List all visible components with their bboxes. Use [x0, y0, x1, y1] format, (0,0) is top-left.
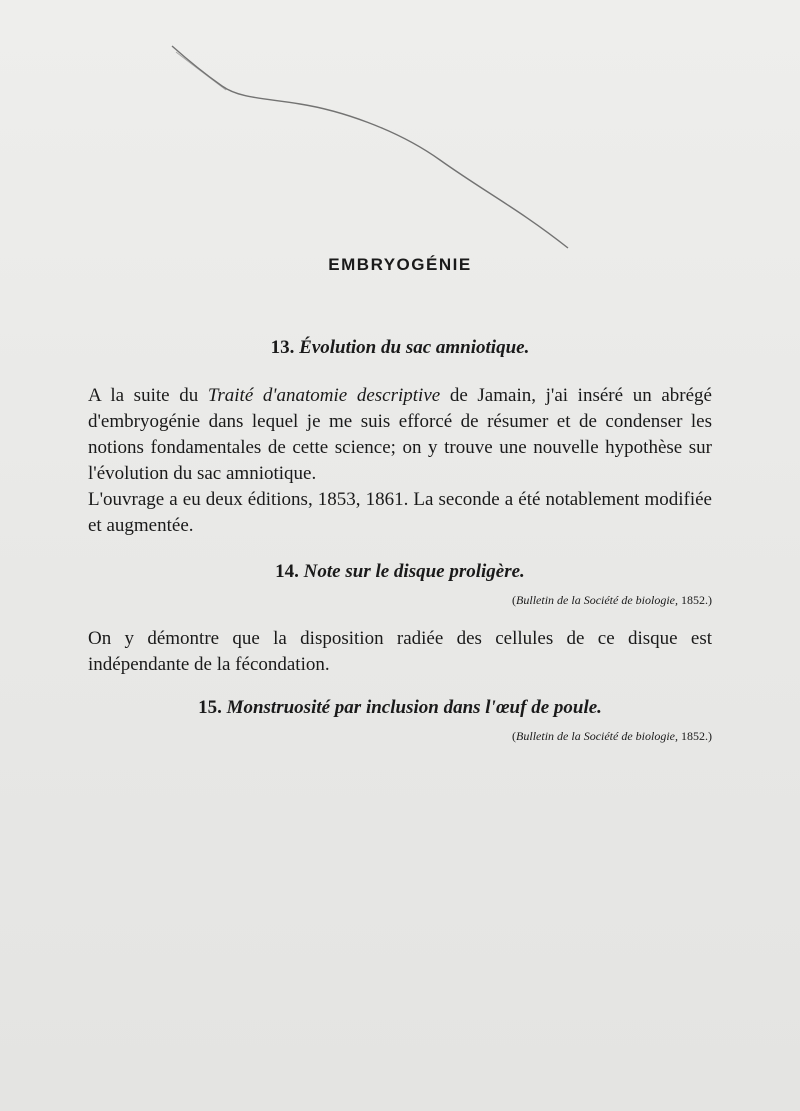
- paragraph-text: L'ouvrage a eu deux éditions, 1853, 1861. La seconde a été notablement modifiée et augmentée.: [88, 489, 712, 536]
- citation-source: Bulletin de la Société de biologie,: [516, 729, 678, 743]
- entry-number: 13.: [270, 337, 295, 358]
- entry-number: 15.: [198, 697, 222, 718]
- citation-year: 1852.): [678, 593, 712, 607]
- paragraph-text: On y démontre que la disposition radiée des cellules de ce disque est indépendante de la fécondation.: [88, 628, 712, 675]
- citation-open: (: [512, 593, 517, 607]
- body-paragraph: [88, 626, 712, 678]
- entry-heading: [88, 697, 712, 719]
- entry-heading: [88, 337, 712, 359]
- paragraph-text: A la suite du: [88, 385, 208, 406]
- citation-year: 1852.): [678, 729, 712, 743]
- citation-source: Bulletin de la Société de biologie,: [516, 593, 678, 607]
- body-paragraph: [88, 487, 712, 539]
- page-content: [88, 255, 712, 744]
- entry-title: Évolution du sac amniotique.: [299, 337, 530, 358]
- entry-14: [88, 561, 712, 678]
- section-title: EMBRYOGÉNIE: [328, 255, 472, 274]
- citation: [88, 729, 712, 744]
- entry-number: 14.: [275, 561, 299, 582]
- entry-title: Monstruosité par inclusion dans l'œuf de poule.: [226, 697, 602, 718]
- entry-title: Note sur le disque proligère.: [303, 561, 525, 582]
- body-paragraph: [88, 383, 712, 487]
- paragraph-text: de Jamain, j'ai inséré un abrégé d'embryogénie dans lequel je me suis efforcé de résumer et de condenser les notions fondamentales de cette science; on y trouve une nouvelle hypothèse sur l'évolution du sac amniotique.: [88, 385, 712, 484]
- citation: [88, 593, 712, 608]
- entry-heading: [88, 561, 712, 583]
- entry-15: [88, 697, 712, 744]
- citation-open: (: [512, 729, 517, 743]
- book-title: Traité d'anatomie descriptive: [207, 385, 441, 406]
- entry-13: [88, 337, 712, 539]
